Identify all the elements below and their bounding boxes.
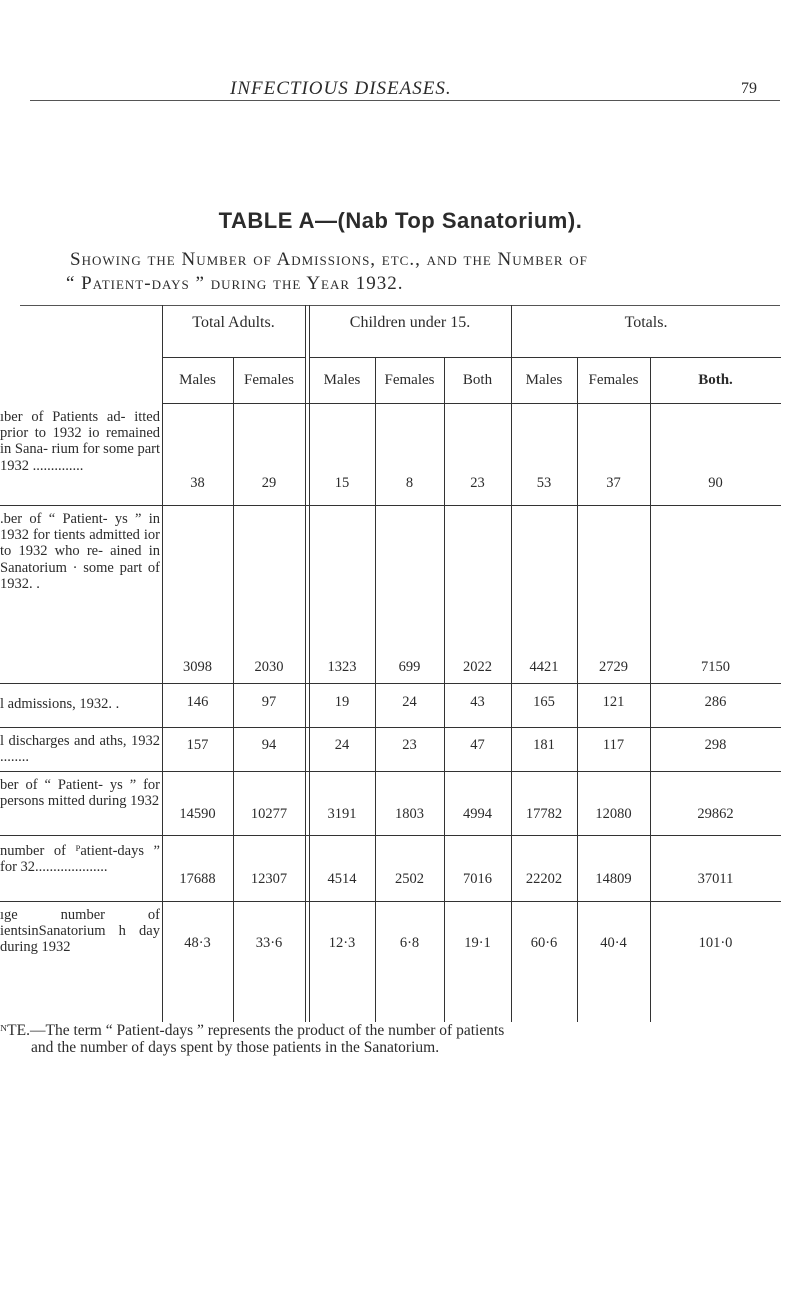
table-cell: 60·6	[530, 935, 558, 951]
table-cell: 2729	[599, 659, 628, 675]
row-label: l admissions, 1932. .	[0, 696, 120, 712]
table-cell: 8	[405, 475, 414, 491]
table-cell: 97	[261, 694, 277, 710]
table-vline	[375, 357, 376, 1022]
table-cell: 47	[470, 737, 485, 753]
table-hline	[0, 505, 781, 506]
table-cell: 38	[190, 475, 205, 491]
table-cell: 4514	[327, 871, 357, 887]
table-cell: 17688	[179, 871, 216, 887]
table-cell: 48·3	[184, 935, 211, 951]
table-cell: 53	[536, 475, 552, 491]
table-cell: 23	[470, 475, 485, 491]
table-hline	[0, 771, 781, 772]
table-vline	[233, 357, 234, 1022]
table-cell: 7016	[463, 871, 492, 887]
row-label: ıber of Patients ad- itted prior to 1932 io remained in Sana- rium for some part 1932 ..............	[0, 409, 160, 474]
table-cell: 165	[533, 694, 555, 710]
page-number: 79	[741, 80, 757, 97]
table-cell: 29862	[697, 806, 734, 822]
table-cell: 14809	[595, 871, 632, 887]
table-cell: 4421	[529, 659, 559, 675]
table-title: TABLE A—(Nab Top Sanatorium).	[218, 208, 583, 233]
footnote	[0, 1022, 790, 1056]
table-cell: 146	[186, 694, 209, 710]
table-cell: 181	[533, 737, 555, 753]
table-cell: 1803	[395, 806, 424, 822]
group-header-children: Children under 15.	[349, 314, 471, 331]
table-cell: 94	[261, 737, 277, 753]
subtitle-line-2: “ Patient-days ” during the Year 1932.	[66, 273, 404, 294]
table-cell: 90	[708, 475, 723, 491]
table-cell: 33·6	[255, 935, 283, 951]
table-vline	[650, 357, 651, 1022]
table-cell: 1323	[327, 659, 357, 675]
table-cell: 157	[186, 737, 209, 753]
table-cell: 15	[334, 475, 350, 491]
table-hline	[511, 357, 781, 358]
table-cell: 37011	[697, 871, 734, 887]
table-cell: 3098	[183, 659, 212, 675]
running-head	[0, 78, 801, 102]
table-cell: 2502	[395, 871, 424, 887]
col-header: Both.	[698, 372, 733, 388]
table-cell: 40·4	[600, 935, 627, 951]
table-cell: 19·1	[464, 935, 491, 951]
table-cell: 17782	[525, 806, 563, 822]
table-hline	[0, 835, 781, 836]
col-header: Males	[323, 372, 361, 388]
row-label: l discharges and aths, 1932 ........	[0, 733, 160, 766]
col-header: Females	[384, 372, 435, 388]
table-cell: 298	[704, 737, 727, 753]
table-cell: 121	[602, 694, 625, 710]
table-hline	[309, 357, 511, 358]
footnote-line-1: ᴺTE.—The term “ Patient-days ” represents the product of the number of patients	[0, 1022, 505, 1039]
table-cell: 286	[704, 694, 727, 710]
row-label: ıge number of ientsinSanatorium h day during 1932	[0, 907, 160, 956]
subtitle-line-1: Showing the Number of Admissions, etc., and the Number of	[70, 249, 588, 270]
table-cell: 24	[334, 737, 350, 753]
table-cell: 22202	[525, 871, 563, 887]
table-cell: 4994	[463, 806, 492, 822]
table-cell: 19	[334, 694, 350, 710]
table-cell: 10277	[250, 806, 288, 822]
table-hline	[162, 357, 305, 358]
col-header: Both	[462, 372, 493, 388]
col-header: Males	[525, 372, 563, 388]
table-vline	[305, 305, 306, 1022]
group-header-totals: Totals.	[624, 314, 668, 331]
row-label: number of ᴾatient-days ” for 32....................	[0, 843, 160, 876]
table-cell: 101·0	[698, 935, 733, 951]
table-hline	[162, 403, 781, 404]
running-title: INFECTIOUS DISEASES.	[230, 78, 452, 99]
table-cell: 3191	[327, 806, 357, 822]
table-cell: 23	[402, 737, 417, 753]
table-hline	[0, 683, 781, 684]
table-vline	[577, 357, 578, 1022]
col-header: Females	[244, 372, 294, 388]
admissions-table	[0, 305, 801, 1025]
table-cell: 699	[398, 659, 421, 675]
table-cell: 12307	[250, 871, 288, 887]
footnote-line-2: and the number of days spent by those patients in the Sanatorium.	[31, 1039, 440, 1056]
col-header: Males	[179, 372, 216, 388]
table-cell: 24	[402, 694, 417, 710]
table-cell: 14590	[179, 806, 216, 822]
table-cell: 29	[261, 475, 277, 491]
row-label: ber of “ Patient- ys ” for persons mitted during 1932	[0, 777, 160, 810]
table-cell: 6·8	[399, 935, 420, 951]
table-cell: 37	[606, 475, 621, 491]
table-hline	[0, 901, 781, 902]
table-cell: 7150	[701, 659, 730, 675]
row-label: .ber of “ Patient- ys ” in 1932 for tients admitted ior to 1932 who re- ained in Sanatorium · some part of 1932. .	[0, 511, 160, 592]
table-cell: 43	[470, 694, 485, 710]
header-rule	[30, 100, 780, 101]
table-vline	[444, 357, 445, 1022]
table-cell: 2022	[463, 659, 492, 675]
group-header-total-adults: Total Adults.	[192, 314, 275, 331]
table-hline	[0, 727, 781, 728]
table-cell: 12·3	[328, 935, 356, 951]
table-cell: 12080	[595, 806, 632, 822]
col-header: Females	[588, 372, 639, 388]
table-cell: 2030	[254, 659, 284, 675]
table-cell: 117	[602, 737, 625, 753]
